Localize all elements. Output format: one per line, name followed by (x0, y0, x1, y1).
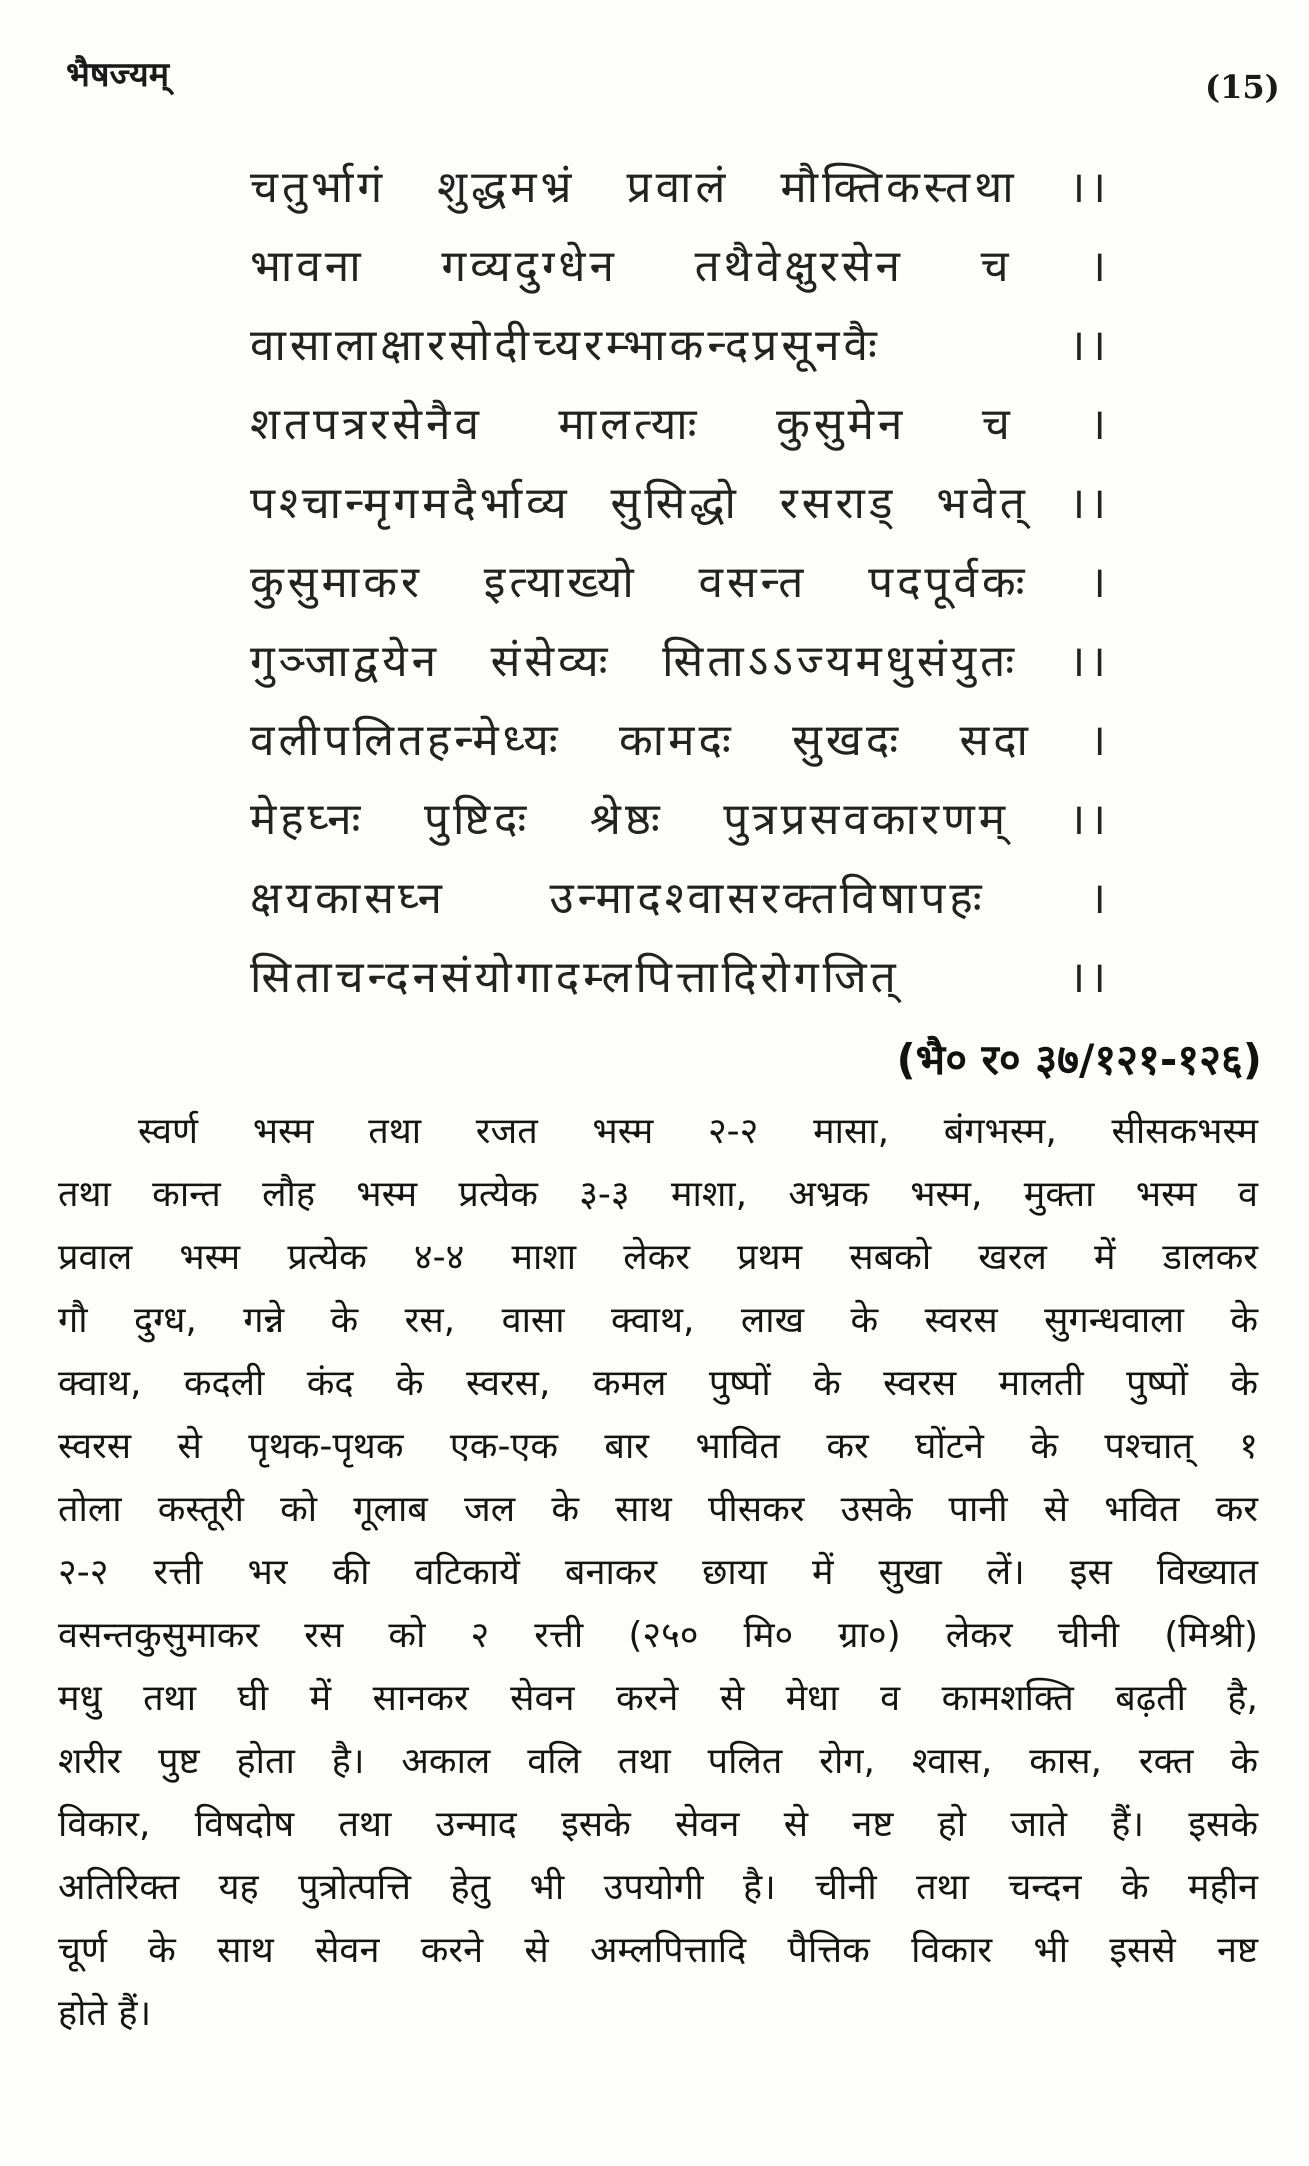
paragraph-line: तथा कान्त लौह भस्म प्रत्येक ३-३ माशा, अभ्रक भस्म, मुक्ता भस्म व (58, 1174, 1258, 1215)
verse-line: क्षयकासघ्न उन्मादश्वासरक्तविषापहः । (250, 873, 1110, 924)
verse-line: भावना गव्यदुग्धेन तथैवेक्षुरसेन च । (250, 241, 1110, 292)
paragraph-line: तोला कस्तूरी को गूलाब जल के साथ पीसकर उसके पानी से भवित कर (58, 1489, 1258, 1530)
verse-line: वासालाक्षारसोदीच्यरम्भाकन्दप्रसूनवैः ।। (250, 320, 1110, 371)
verse-citation: (भै० र० ३७/१२१-१२६) (896, 1035, 1262, 1084)
paragraph-line: अतिरिक्त यह पुत्रोत्पत्ति हेतु भी उपयोगी है। चीनी तथा चन्दन के महीन (58, 1867, 1258, 1908)
verse-line: कुसुमाकर इत्याख्यो वसन्त पदपूर्वकः । (250, 557, 1110, 608)
paragraph-line: स्वरस से पृथक-पृथक एक-एक बार भावित कर घोंटने के पश्चात् १ (58, 1426, 1258, 1467)
verse-line: चतुर्भागं शुद्धमभ्रं प्रवालं मौक्तिकस्तथा ।। (250, 162, 1110, 213)
paragraph-line: शरीर पुष्ट होता है। अकाल वलि तथा पलित रोग, श्वास, कास, रक्त के (58, 1741, 1258, 1782)
verse-line: गुञ्जाद्वयेन संसेव्यः सिताऽऽज्यमधुसंयुतः ।। (250, 636, 1110, 687)
paragraph-line: गौ दुग्ध, गन्ने के रस, वासा क्वाथ, लाख के स्वरस सुगन्धवाला के (58, 1300, 1258, 1341)
paragraph-line: क्वाथ, कदली कंद के स्वरस, कमल पुष्पों के स्वरस मालती पुष्पों के (58, 1363, 1258, 1404)
verse-line: सिताचन्दनसंयोगादम्लपित्तादिरोगजित् ।। (250, 952, 1110, 1003)
page-number: (15) (1205, 68, 1280, 106)
paragraph-line: २-२ रत्ती भर की वटिकायें बनाकर छाया में सुखा लें। इस विख्यात (58, 1552, 1258, 1593)
verse-line: पश्चान्मृगमदैर्भाव्य सुसिद्धो रसराड् भवेत् ।। (250, 478, 1110, 529)
paragraph-line: मधु तथा घी में सानकर सेवन करने से मेधा व कामशक्ति बढ़ती है, (58, 1678, 1258, 1719)
paragraph-line: होते हैं। (58, 1993, 152, 2034)
verse-line: शतपत्ररसेनैव मालत्याः कुसुमेन च । (250, 399, 1110, 450)
verse-line: मेहघ्नः पुष्टिदः श्रेष्ठः पुत्रप्रसवकारणम् ।। (250, 794, 1110, 845)
paragraph-line: स्वर्ण भस्म तथा रजत भस्म २-२ मासा, बंगभस्म, सीसकभस्म (138, 1111, 1258, 1152)
paragraph-line: वसन्तकुसुमाकर रस को २ रत्ती (२५० मि० ग्रा०) लेकर चीनी (मिश्री) (58, 1615, 1258, 1656)
hindi-paragraph (58, 1100, 1258, 2045)
sanskrit-verses (250, 148, 1110, 1017)
running-header-title: भैषज्यम् (66, 55, 170, 95)
paragraph-line: चूर्ण के साथ सेवन करने से अम्लपित्तादि पैत्तिक विकार भी इससे नष्ट (58, 1930, 1258, 1971)
paragraph-line: विकार, विषदोष तथा उन्माद इसके सेवन से नष्ट हो जाते हैं। इसके (58, 1804, 1258, 1845)
paragraph-line: प्रवाल भस्म प्रत्येक ४-४ माशा लेकर प्रथम सबको खरल में डालकर (58, 1237, 1258, 1278)
verse-line: वलीपलितहन्मेध्यः कामदः सुखदः सदा । (250, 715, 1110, 766)
